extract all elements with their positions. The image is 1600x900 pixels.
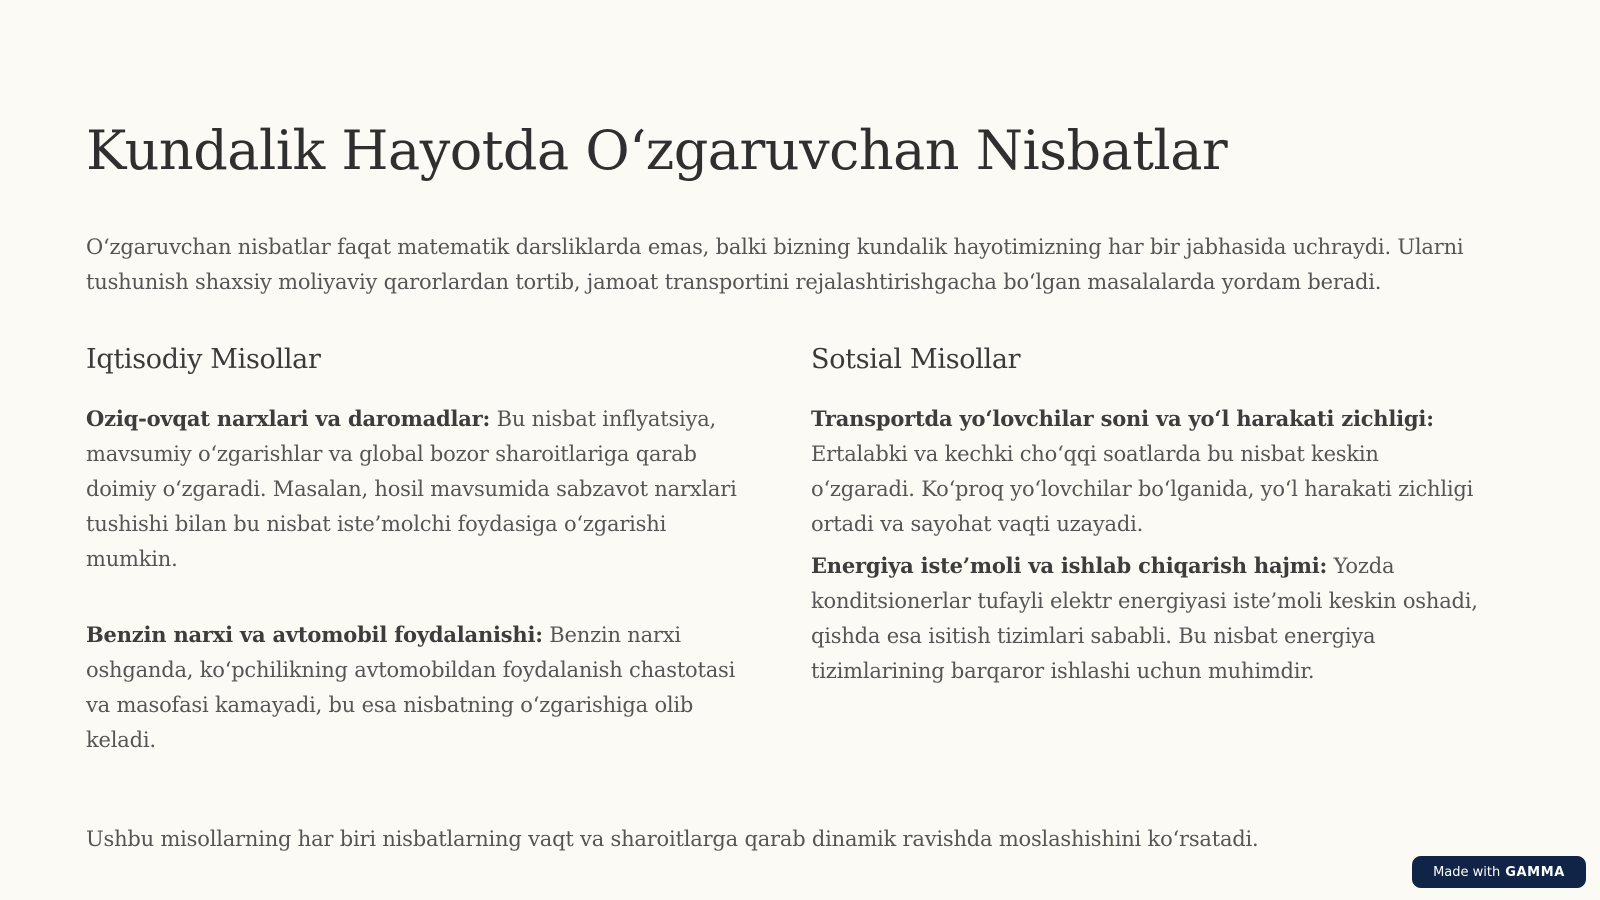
column-heading-economic: Iqtisodiy Misollar <box>86 344 321 375</box>
page-title: Kundalik Hayotda O‘zgaruvchan Nisbatlar <box>86 119 1228 182</box>
badge-prefix: Made with <box>1433 864 1501 880</box>
intro-paragraph: O‘zgaruvchan nisbatlar faqat matematik darsliklarda emas, balki bizning kundalik hayotimizning har bir jabhasida uchraydi. Ularni tushunish shaxsiy moliyaviy qarorlardan tortib, jamoat transportini rejalashtirishgacha bo‘lgan masalalarda yordam beradi. <box>86 235 1464 294</box>
made-with-gamma-badge[interactable] <box>1412 856 1586 888</box>
gamma-logo: GAMMA <box>1505 864 1565 880</box>
columns <box>86 342 1486 758</box>
example-label: Energiya iste’moli va ishlab chiqarish hajmi: <box>811 553 1328 578</box>
example-item <box>86 401 761 577</box>
example-label: Transportda yo‘lovchilar soni va yo‘l harakati zichligi: <box>811 406 1434 431</box>
example-item <box>811 401 1486 542</box>
slide-content <box>86 112 1486 857</box>
example-label: Benzin narxi va avtomobil foydalanishi: <box>86 622 543 647</box>
conclusion-paragraph: Ushbu misollarning har biri nisbatlarning vaqt va sharoitlarga qarab dinamik ravishda moslashishini ko‘rsatadi. <box>86 827 1259 851</box>
example-item <box>811 548 1486 689</box>
example-label: Oziq-ovqat narxlari va daromadlar: <box>86 406 491 431</box>
column-heading-social: Sotsial Misollar <box>811 344 1021 375</box>
column-economic <box>86 342 761 758</box>
example-text: Bu nisbat inflyatsiya, mavsumiy o‘zgarishlar va global bozor sharoitlariga qarab doimiy o‘zgaradi. Masalan, hosil mavsumida sabzavot narxlari tushishi bilan bu nisbat iste’molchi foydasiga o‘zgarishi mumkin. <box>86 407 737 571</box>
column-social <box>811 342 1486 758</box>
example-text: Ertalabki va kechki cho‘qqi soatlarda bu nisbat keskin o‘zgaradi. Ko‘proq yo‘lovchilar bo‘lganida, yo‘l harakati zichligi ortadi va sayohat vaqti uzayadi. <box>811 442 1474 536</box>
example-text: Yozda konditsionerlar tufayli elektr energiyasi iste’moli keskin oshadi, qishda esa isitish tizimlari sababli. Bu nisbat energiya tizimlarining barqaror ishlashi uchun muhimdir. <box>811 554 1478 683</box>
example-text: Benzin narxi oshganda, ko‘pchilikning avtomobildan foydalanish chastotasi va masofasi kamayadi, bu esa nisbatning o‘zgarishiga olib keladi. <box>86 623 736 752</box>
example-item <box>86 617 761 758</box>
